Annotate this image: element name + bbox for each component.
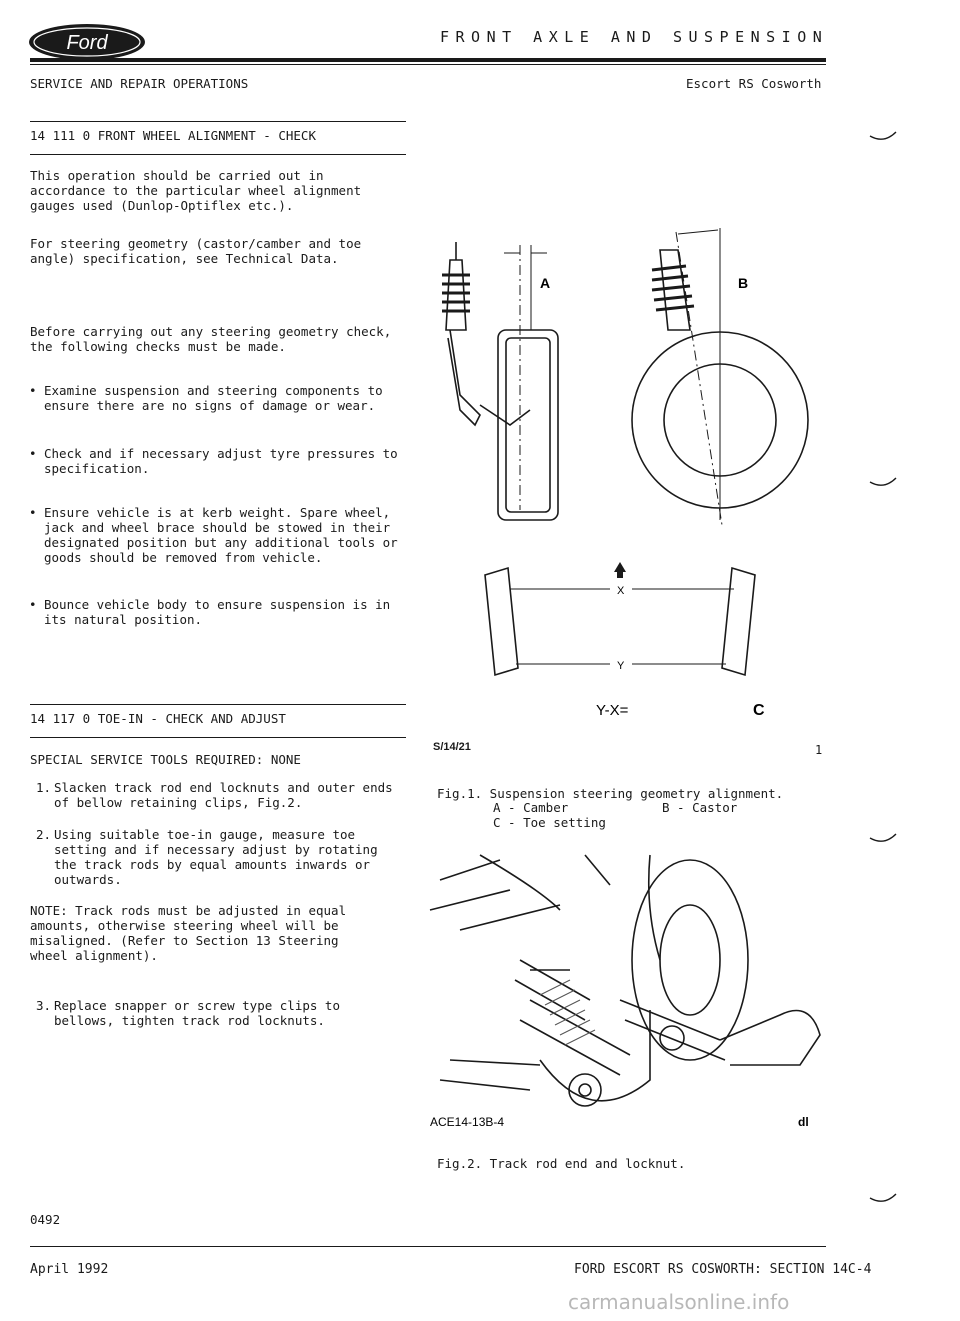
watermark: carmanualsonline.info — [568, 1290, 790, 1314]
footer-date: April 1992 — [30, 1262, 109, 1277]
margin-tick-mark — [868, 130, 898, 144]
fig1-reference: S/14/21 — [433, 741, 471, 753]
footer-rule — [30, 1246, 826, 1247]
bullet-dot: • — [29, 446, 37, 461]
step-item — [36, 998, 436, 1030]
fig2-code: dl — [798, 1115, 809, 1129]
margin-tick-mark — [868, 476, 898, 490]
bullet-dot: • — [29, 383, 37, 398]
section2-bottom-rule — [30, 737, 406, 738]
header-rule — [30, 58, 826, 62]
fig1-caption-c: C - Toe setting — [493, 815, 606, 830]
section1-title: 14 111 0 FRONT WHEEL ALIGNMENT - CHECK — [30, 128, 316, 143]
fig1-label-x: X — [617, 585, 625, 597]
fig1-formula: Y-X= — [596, 702, 629, 719]
bullet-text: Bounce vehicle body to ensure suspension is in its natural position. — [44, 597, 391, 627]
vehicle-subtitle: Escort RS Cosworth — [686, 76, 822, 91]
special-tools-line: SPECIAL SERVICE TOOLS REQUIRED: NONE — [30, 752, 301, 767]
header-rule-thin — [30, 64, 826, 65]
footer-section: FORD ESCORT RS COSWORTH: SECTION 14C-4 — [574, 1262, 872, 1277]
note-label: NOTE: — [30, 903, 68, 918]
page-code: 0492 — [30, 1212, 61, 1227]
section2-top-rule — [30, 704, 406, 705]
step-text: Replace snapper or screw type clips to bellows, tighten track rod locknuts. — [54, 998, 340, 1028]
section2-title: 14 117 0 TOE-IN - CHECK AND ADJUST — [30, 711, 286, 726]
note-text: Track rods must be adjusted in equal amounts, otherwise steering wheel will be misaligned. (Refer to Section 13 Steering wheel alignment). — [30, 903, 347, 963]
section1-para2: For steering geometry (castor/camber and toe angle) specification, see Technical Data. — [30, 236, 362, 266]
bullet-text: Ensure vehicle is at kerb weight. Spare wheel, jack and wheel brace should be stowed in their designated position but any additional tools or goods should be removed from vehicle. — [44, 505, 398, 565]
step-text: Using suitable toe-in gauge, measure toe setting and if necessary adjust by rotating the track rods by equal amounts inwards or outwards. — [54, 827, 378, 887]
fig2-caption: Fig.2. Track rod end and locknut. — [437, 1156, 686, 1171]
margin-tick-mark — [868, 1192, 898, 1206]
fig1-caption-a: A - Camber — [493, 800, 569, 815]
bullet-dot: • — [29, 505, 37, 520]
section1-bottom-rule — [30, 154, 406, 155]
fig1-label-a: A — [540, 275, 551, 291]
fig1-geometry-diagram — [420, 220, 820, 730]
fig1-caption-b: B - Castor — [662, 800, 738, 815]
step-item — [36, 827, 436, 889]
step-number: 1. — [36, 780, 52, 795]
section1-para1: This operation should be carried out in accordance to the particular wheel alignment gauges used (Dunlop-Optiflex etc.). — [30, 168, 362, 213]
fig1-label-y: Y — [617, 660, 625, 672]
step-number: 2. — [36, 827, 52, 842]
section1-top-rule — [30, 121, 406, 122]
note-block — [30, 903, 430, 963]
fig2-reference: ACE14-13B-4 — [430, 1115, 505, 1129]
bullet-text: Check and if necessary adjust tyre pressures to specification. — [44, 446, 398, 476]
page-header-title: FRONT AXLE AND SUSPENSION — [440, 28, 829, 46]
fig1-caption: Fig.1. Suspension steering geometry alignment. — [437, 786, 784, 801]
step-number: 3. — [36, 998, 52, 1013]
fig1-label-c: C — [753, 702, 765, 719]
bullet-text: Examine suspension and steering components to ensure there are no signs of damage or wear. — [44, 383, 383, 413]
logo-text: Ford — [66, 32, 108, 54]
ford-logo — [27, 22, 147, 62]
section1-para3: Before carrying out any steering geometry check, the following checks must be made. — [30, 324, 392, 354]
bullet-dot: • — [29, 597, 37, 612]
fig2-track-rod-drawing — [420, 850, 830, 1130]
margin-tick-mark — [868, 832, 898, 846]
step-text: Slacken track rod end locknuts and outer ends of bellow retaining clips, Fig.2. — [54, 780, 393, 810]
fig1-label-b: B — [738, 275, 749, 291]
step-item — [36, 780, 436, 812]
service-subtitle: SERVICE AND REPAIR OPERATIONS — [30, 76, 249, 91]
fig1-number: 1 — [815, 743, 823, 757]
